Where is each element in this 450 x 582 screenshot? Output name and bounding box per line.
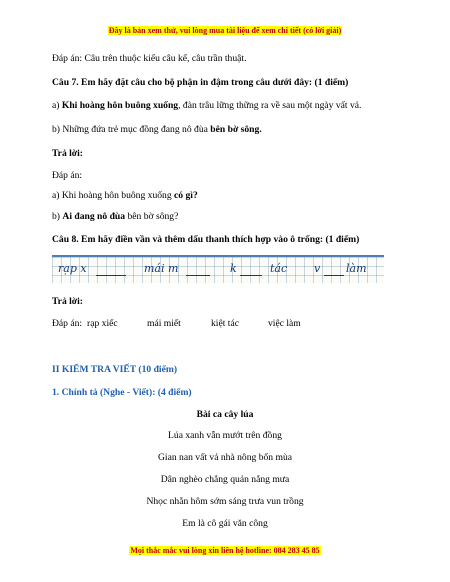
q7-answer-b: [52, 211, 178, 222]
poem-line: Nhọc nhằn hôm sớm sáng trưa vun trồng: [146, 496, 304, 507]
q7-answer-intro: Đáp án:: [52, 170, 83, 181]
handwriting-word: k: [230, 262, 237, 275]
handwriting-word: làm: [346, 262, 367, 275]
blank-line: [186, 275, 210, 276]
q7-b-bold: bên bờ sông.: [210, 124, 262, 135]
q8-title: Câu 8. Em hãy điền vần và thêm dấu thanh thích hợp vào ô trống: (1 điểm): [52, 234, 360, 245]
handwriting-word: rạp x: [58, 262, 87, 275]
handwriting-exercise-image: [52, 255, 384, 283]
q8-answer-label: Trả lời:: [52, 296, 83, 307]
blank-line: [240, 275, 262, 276]
handwriting-word: mái m: [144, 262, 179, 275]
section-heading: II KIỂM TRA VIẾT (10 điểm): [52, 364, 178, 375]
q8-answer-item: mái miết: [147, 318, 181, 329]
handwriting-word: tác: [270, 262, 288, 275]
handwriting-word: v: [314, 262, 321, 275]
q7-ans-b-rest: bên bờ sông?: [125, 211, 179, 222]
blank-line: [96, 275, 126, 276]
poem-title: Bài ca cây lúa: [196, 409, 254, 420]
poem-line: Em là cô gái văn công: [182, 518, 268, 529]
section-subheading: 1. Chính tả (Nghe - Viết): (4 điểm): [52, 387, 192, 398]
q7-item-b: [52, 124, 262, 135]
preview-banner: [0, 26, 450, 35]
q8-answer-item: rạp xiếc: [87, 318, 118, 329]
blank-line: [324, 275, 344, 276]
q6-answer: Đáp án: Câu trên thuộc kiểu câu kể, câu trần thuật.: [52, 53, 247, 64]
q8-answer-item: việc làm: [268, 318, 301, 329]
q7-ans-b-bold: Ai đang nô đùa: [62, 211, 126, 222]
hotline-banner: [0, 546, 450, 555]
q7-ans-b-prefix: b): [52, 211, 63, 222]
q7-answer-a: [52, 190, 198, 201]
q8-answer-prefix: Đáp án:: [52, 318, 83, 329]
q7-b-prefix: b) Những đứa trẻ mục đồng đang nô đùa: [52, 124, 211, 135]
poem-line: Lúa xanh vẫn mướt trên đồng: [168, 430, 282, 441]
q7-item-a: [52, 100, 361, 111]
preview-banner-text: Đây là bản xem thử, vui lòng mua tài liệu để xem chi tiết (có lời giải): [108, 26, 342, 35]
q7-answer-label: Trả lời:: [52, 148, 83, 159]
poem-line: Gian nan vất vả nhà nông bốn mùa: [157, 452, 292, 463]
hotline-banner-text: Mọi thắc mắc vui lòng xin liên hệ hotline: 084 283 45 85: [130, 546, 320, 555]
q7-title: Câu 7. Em hãy đặt câu cho bộ phận in đậm trong câu dưới đây: (1 điểm): [52, 77, 349, 88]
poem-line: Dân nghèo chẳng quản nắng mưa: [160, 474, 290, 485]
q7-ans-a-bold: có gì?: [174, 190, 198, 201]
q7-a-rest: , đàn trâu lững thững ra về sau một ngày vất vả.: [178, 100, 362, 111]
q8-answer-item: kiệt tác: [211, 318, 239, 329]
q7-a-prefix: a): [52, 100, 62, 111]
q7-a-bold: Khi hoàng hôn buông xuống: [61, 100, 179, 111]
q7-ans-a-text: a) Khi hoàng hôn buông xuống: [52, 190, 175, 201]
